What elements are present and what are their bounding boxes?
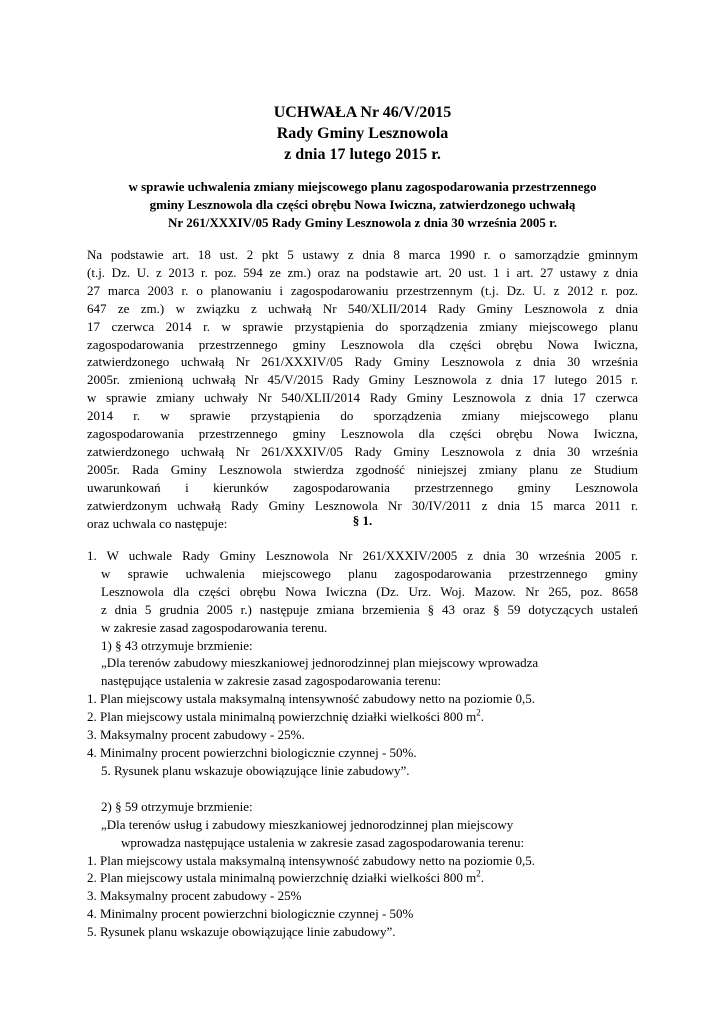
preamble-line: oraz uchwala co następuje: [87,515,228,531]
preamble-line: 17 czerwca 2014 r. w sprawie przystąpienia do sporządzenia zmiany miejscowego planu [87,318,638,334]
preamble-line: Na podstawie art. 18 ust. 2 pkt 5 ustawy z dnia 8 marca 1990 r. o samorządzie gminnym [87,247,638,262]
preamble-line: zagospodarowania przestrzennego gminy Lesznowola dla części obrębu Nowa Iwiczna, [87,426,638,442]
sub2-point: 1. Plan miejscowy ustala maksymalną intensywność zabudowy netto na poziomie 0,5. [87,852,536,868]
preamble-line: zatwierdzonego uchwałą Nr 261/XXXIV/05 Rady Gminy Lesznowola z dnia 30 września [87,354,638,370]
sub2-heading: 2) § 59 otrzymuje brzmienie: [101,798,253,814]
superscript: 2 [476,869,481,880]
preamble-line: zagospodarowania przestrzennego gminy Lesznowola dla części obrębu Nowa Iwiczna, [87,336,638,352]
sub1-quote-line: następujące ustalenia w zakresie zasad zagospodarowania terenu: [101,673,442,689]
title-council: Rady Gminy Lesznowola [276,125,449,142]
item1-line: z dnia 5 grudnia 2005 r.) następuje zmiana brzemienia § 43 oraz § 59 dotyczących ustaleń [101,601,638,617]
sub1-point: 3. Maksymalny procent zabudowy - 25%. [87,727,305,743]
sub1-quote-line: „Dla terenów zabudowy mieszkaniowej jednorodzinnej plan miejscowy wprowadza [101,655,539,671]
preamble-line: 647 ze zm.) w związku z uchwałą Nr 540/XLII/2014 Rady Gminy Lesznowola z dnia [87,300,638,316]
sub2-point [87,869,638,887]
subject-line: w sprawie uchwalenia zmiany miejscowego planu zagospodarowania przestrzennego [128,179,597,194]
section-1-body [87,547,638,941]
paragraph-mark: § 1. [352,513,373,528]
preamble-line: 27 marca 2003 r. o planowaniu i zagospodarowaniu przestrzennym (t.j. Dz. U. z 2012 r. poz. [87,282,638,298]
preamble-line: 2005r. zmienioną uchwałą Nr 45/V/2015 Rady Gminy Lesznowola z dnia 17 lutego 2015 r. [87,372,638,388]
sub1-point: 4. Minimalny procent powierzchni biologicznie czynnej - 50%. [87,744,417,760]
preamble-line: 2014 r. w sprawie przystąpienia do sporządzenia zmiany miejscowego planu [87,408,638,424]
subject-line: Nr 261/XXXIV/05 Rady Gminy Lesznowola z dnia 30 września 2005 r. [168,215,557,230]
sub1-point [87,708,638,726]
subject-line: gminy Lesznowola dla części obrębu Nowa Iwiczna, zatwierdzonego uchwałą [149,197,576,212]
spacer [87,780,638,798]
preamble-line: zatwierdzonego uchwałą Nr 261/XXXIV/05 Rady Gminy Lesznowola z dnia 30 września [87,443,638,459]
preamble-line: zatwierdzonym uchwałą Rady Gminy Lesznowola Nr 30/IV/2011 z dnia 15 marca 2011 r. [87,497,638,513]
sub2-point-text: 2. Plan miejscowy ustala minimalną powierzchnię działki wielkości 800 m [87,870,477,886]
resolution-title [0,103,725,166]
superscript: 2 [476,707,481,718]
preamble-line: uwarunkowań i kierunków zagospodarowania przestrzennego gminy Lesznowola [87,479,638,495]
sub2-point-end: . [480,870,484,886]
item1-line: 1. W uchwale Rady Gminy Lesznowola Nr 261/XXXIV/2005 z dnia 30 września 2005 r. [87,548,638,563]
preamble-line: (t.j. Dz. U. z 2013 r. poz. 594 ze zm.) oraz na podstawie art. 20 ust. 1 i art. 27 ustawy z dnia [87,264,638,280]
sub1-heading: 1) § 43 otrzymuje brzmienie: [101,637,253,653]
sub2-point: 5. Rysunek planu wskazuje obowiązujące linie zabudowy”. [87,924,396,940]
preamble-line: 2005r. Rada Gminy Lesznowola stwierdza zgodność niniejszej zmiany planu ze Studium [87,461,638,477]
preamble [87,246,638,533]
preamble-line: w sprawie zmiany uchwały Nr 540/XLII/2014 Rady Gminy Lesznowola z dnia 17 czerwca [87,390,638,406]
resolution-subject [0,178,725,232]
item1-line: Lesznowola dla części obrębu Nowa Iwiczna (Dz. Urz. Woj. Mazow. Nr 265, poz. 8658 [101,583,638,599]
sub1-point-end: . [480,709,484,725]
item1-line: w sprawie uchwalenia miejscowego planu zagospodarowania przestrzennego gminy [101,565,638,581]
title-number: UCHWAŁA Nr 46/V/2015 [273,104,452,121]
sub2-point: 3. Maksymalny procent zabudowy - 25% [87,888,302,904]
sub1-point: 5. Rysunek planu wskazuje obowiązujące linie zabudowy”. [101,762,410,778]
sub2-quote-line: wprowadza następujące ustalenia w zakresie zasad zagospodarowania terenu: [121,834,525,850]
sub2-quote-line: „Dla terenów usług i zabudowy mieszkaniowej jednorodzinnej plan miejscowy [101,816,514,832]
sub2-point: 4. Minimalny procent powierzchni biologicznie czynnej - 50% [87,906,414,922]
sub1-point-text: 2. Plan miejscowy ustala minimalną powierzchnię działki wielkości 800 m [87,709,477,725]
item1-line: w zakresie zasad zagospodarowania terenu. [101,619,328,635]
sub1-point: 1. Plan miejscowy ustala maksymalną intensywność zabudowy netto na poziomie 0,5. [87,691,536,707]
title-date: z dnia 17 lutego 2015 r. [284,146,441,163]
